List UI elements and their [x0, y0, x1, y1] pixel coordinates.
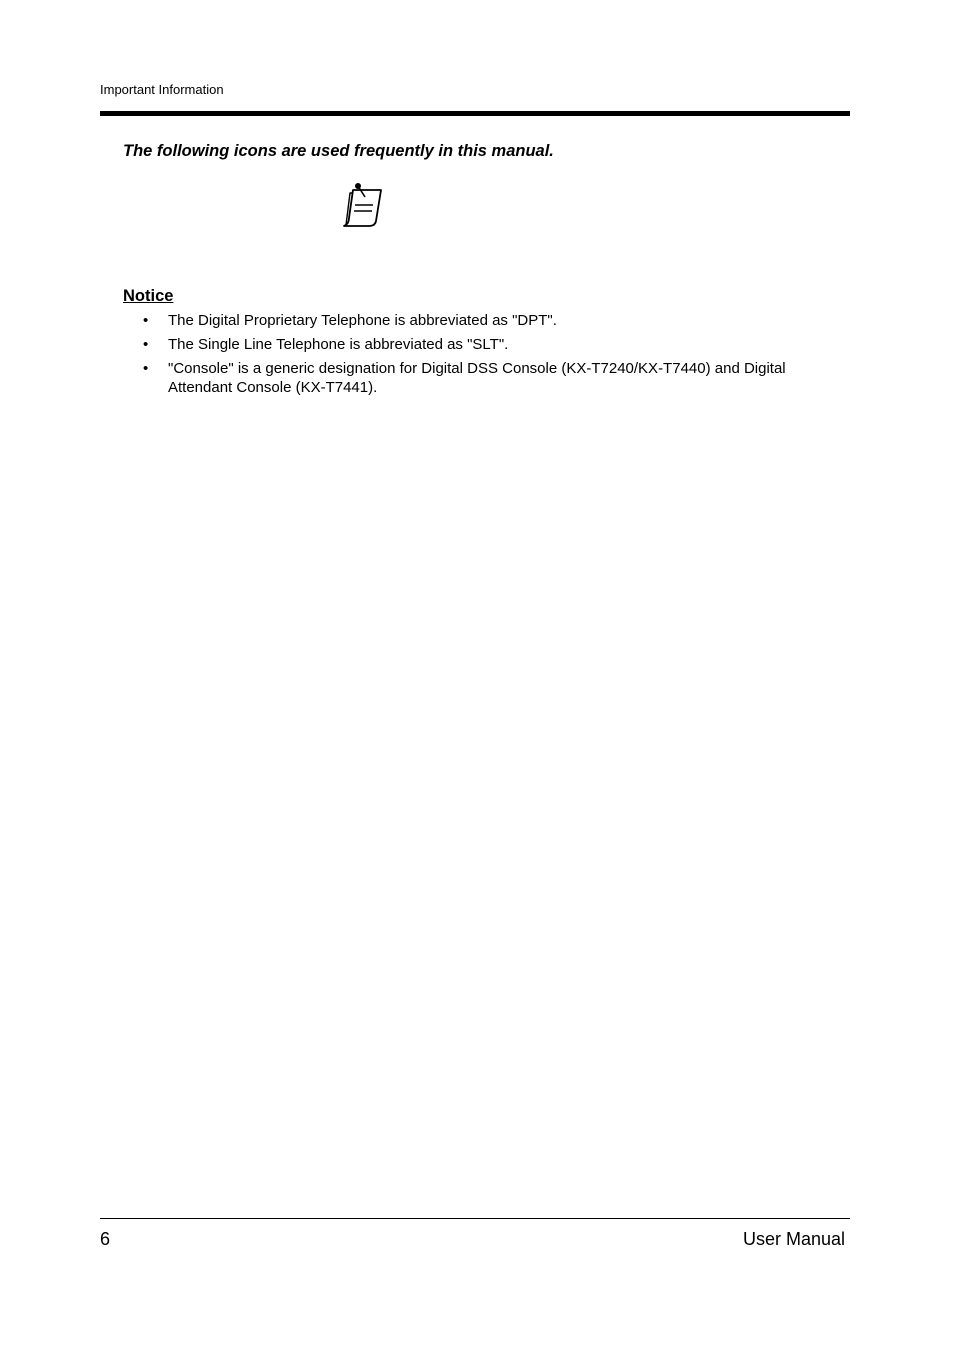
notice-heading: Notice — [123, 287, 174, 305]
footer-title: User Manual — [742, 1229, 845, 1249]
intro-text: The following icons are used frequently in this manual. — [123, 142, 554, 160]
list-item — [143, 311, 843, 330]
note-icon — [340, 181, 384, 231]
footer-rule — [100, 1218, 850, 1219]
list-item-text: "Console" is a generic designation for Digital DSS Console (KX-T7240/KX-T7440) and Digital Attendant Console (KX-T7441). — [168, 360, 786, 396]
header-rule — [100, 111, 850, 116]
list-item-text: The Digital Proprietary Telephone is abbreviated as "DPT". — [168, 312, 557, 329]
bullet: • — [143, 360, 149, 377]
list-item — [143, 335, 843, 354]
header-section-label: Important Information — [100, 82, 224, 97]
page-number: 6 — [100, 1229, 111, 1249]
list-item — [143, 359, 843, 397]
bullet: • — [143, 336, 149, 353]
notice-list — [143, 311, 843, 402]
bullet: • — [143, 312, 149, 329]
list-item-text: The Single Line Telephone is abbreviated as "SLT". — [168, 336, 509, 353]
